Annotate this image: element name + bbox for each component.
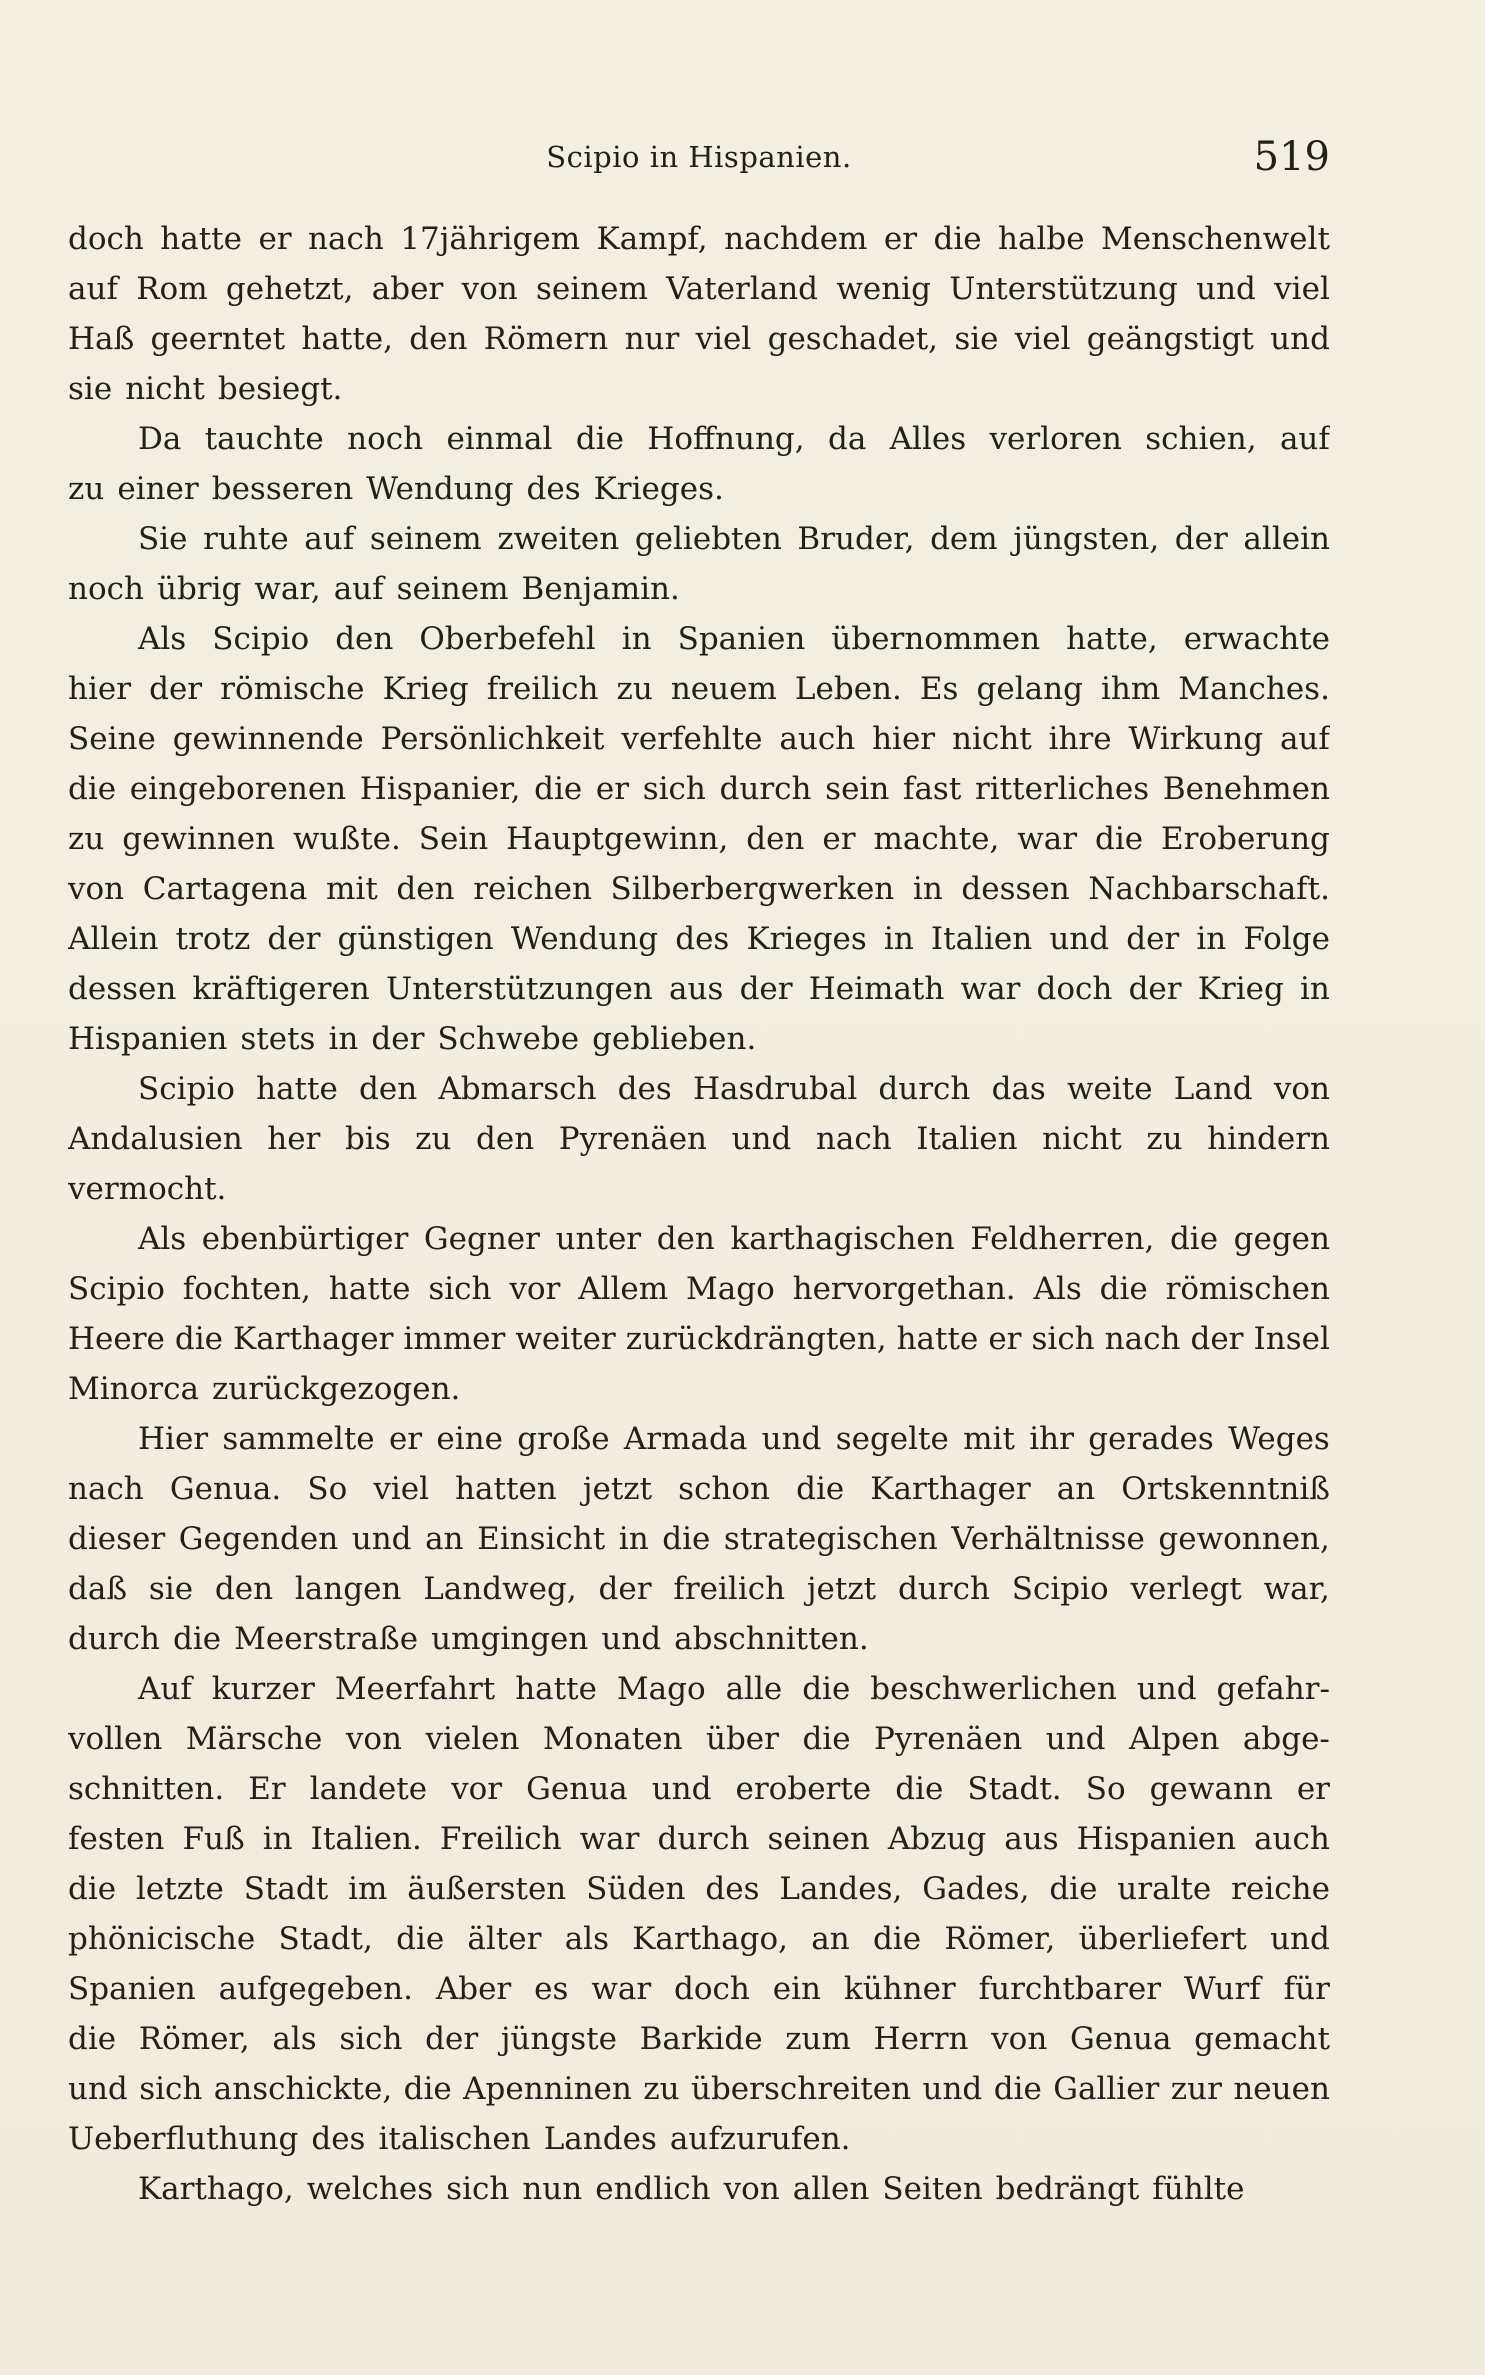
text-line: Da tauchte noch einmal die Hoffnung, da Alles verloren schien, auf [138, 421, 1330, 457]
text-line: Scipio hatte den Abmarsch des Hasdrubal durch das weite Land von [138, 1071, 1330, 1107]
text-line: Allein trotz der günstigen Wendung des Krieges in Italien und der in Folge [68, 921, 1330, 957]
text-line: Ueberfluthung des italischen Landes aufzurufen. [68, 2121, 851, 2157]
text-line: sie nicht besiegt. [68, 371, 343, 407]
paragraph [68, 1064, 1330, 1214]
text-line: nach Genua. So viel hatten jetzt schon die Karthager an Ortskenntniß [68, 1471, 1330, 1507]
text-line: Als ebenbürtiger Gegner unter den karthagischen Feldherren, die gegen [138, 1221, 1330, 1257]
text-line: Hispanien stets in der Schwebe geblieben. [68, 1021, 757, 1057]
paragraph [68, 1664, 1330, 2164]
paragraph [68, 2164, 1330, 2214]
text-line: durch die Meerstraße umgingen und abschnitten. [68, 1621, 869, 1657]
text-line: die letzte Stadt im äußersten Süden des Landes, Gades, die uralte reiche [68, 1871, 1330, 1907]
running-head [68, 132, 1330, 188]
text-line: vermocht. [68, 1171, 227, 1207]
text-line: vollen Märsche von vielen Monaten über die Pyrenäen und Alpen abge- [68, 1721, 1330, 1757]
text-line: und sich anschickte, die Apenninen zu überschreiten und die Gallier zur neuen [68, 2071, 1330, 2107]
text-line: doch hatte er nach 17jährigem Kampf, nachdem er die halbe Menschenwelt [68, 221, 1330, 257]
text-line: Sie ruhte auf seinem zweiten geliebten Bruder, dem jüngsten, der allein [138, 521, 1330, 557]
text-line: hier der römische Krieg freilich zu neuem Leben. Es gelang ihm Manches. [68, 671, 1330, 707]
text-line: die eingeborenen Hispanier, die er sich durch sein fast ritterliches Benehmen [68, 771, 1330, 807]
text-line: dieser Gegenden und an Einsicht in die strategischen Verhältnisse gewonnen, [68, 1521, 1330, 1557]
text-line: daß sie den langen Landweg, der freilich jetzt durch Scipio verlegt war, [68, 1571, 1330, 1607]
text-line: Haß geerntet hatte, den Römern nur viel geschadet, sie viel geängstigt und [68, 321, 1330, 357]
paragraph [68, 214, 1330, 414]
text-line: die Römer, als sich der jüngste Barkide zum Herrn von Genua gemacht [68, 2021, 1330, 2057]
text-line: Scipio fochten, hatte sich vor Allem Mago hervorgethan. Als die römischen [68, 1271, 1330, 1307]
text-line: Minorca zurückgezogen. [68, 1371, 461, 1407]
text-line: Seine gewinnende Persönlichkeit verfehlte auch hier nicht ihre Wirkung auf [68, 721, 1330, 757]
paragraph [68, 1214, 1330, 1414]
running-title: Scipio in Hispanien. [546, 140, 852, 174]
text-line: noch übrig war, auf seinem Benjamin. [68, 571, 680, 607]
text-line: festen Fuß in Italien. Freilich war durch seinen Abzug aus Hispanien auch [68, 1821, 1330, 1857]
text-line: zu einer besseren Wendung des Krieges. [68, 471, 724, 507]
text-line: Heere die Karthager immer weiter zurückdrängten, hatte er sich nach der Insel [68, 1321, 1330, 1357]
text-line: phönicische Stadt, die älter als Karthago, an die Römer, überliefert und [68, 1921, 1330, 1957]
text-line: Spanien aufgegeben. Aber es war doch ein kühner furchtbarer Wurf für [68, 1971, 1330, 2007]
text-line: Auf kurzer Meerfahrt hatte Mago alle die beschwerlichen und gefahr- [138, 1671, 1330, 1707]
text-line: Karthago, welches sich nun endlich von allen Seiten bedrängt fühlte [138, 2171, 1245, 2207]
text-line: auf Rom gehetzt, aber von seinem Vaterland wenig Unterstützung und viel [68, 271, 1330, 307]
text-line: dessen kräftigeren Unterstützungen aus der Heimath war doch der Krieg in [68, 971, 1330, 1007]
text-line: zu gewinnen wußte. Sein Hauptgewinn, den er machte, war die Eroberung [68, 821, 1330, 857]
text-line: von Cartagena mit den reichen Silberbergwerken in dessen Nachbarschaft. [68, 871, 1330, 907]
paragraph [68, 1414, 1330, 1664]
text-line: Als Scipio den Oberbefehl in Spanien übernommen hatte, erwachte [138, 621, 1330, 657]
text-line: schnitten. Er landete vor Genua und eroberte die Stadt. So gewann er [68, 1771, 1330, 1807]
paragraph [68, 414, 1330, 514]
text-line: Andalusien her bis zu den Pyrenäen und nach Italien nicht zu hindern [68, 1121, 1330, 1157]
text-line: Hier sammelte er eine große Armada und segelte mit ihr gerades Weges [138, 1421, 1330, 1457]
body-text [68, 214, 1330, 2214]
paragraph [68, 514, 1330, 614]
paragraph [68, 614, 1330, 1064]
page-number: 519 [1253, 134, 1330, 180]
